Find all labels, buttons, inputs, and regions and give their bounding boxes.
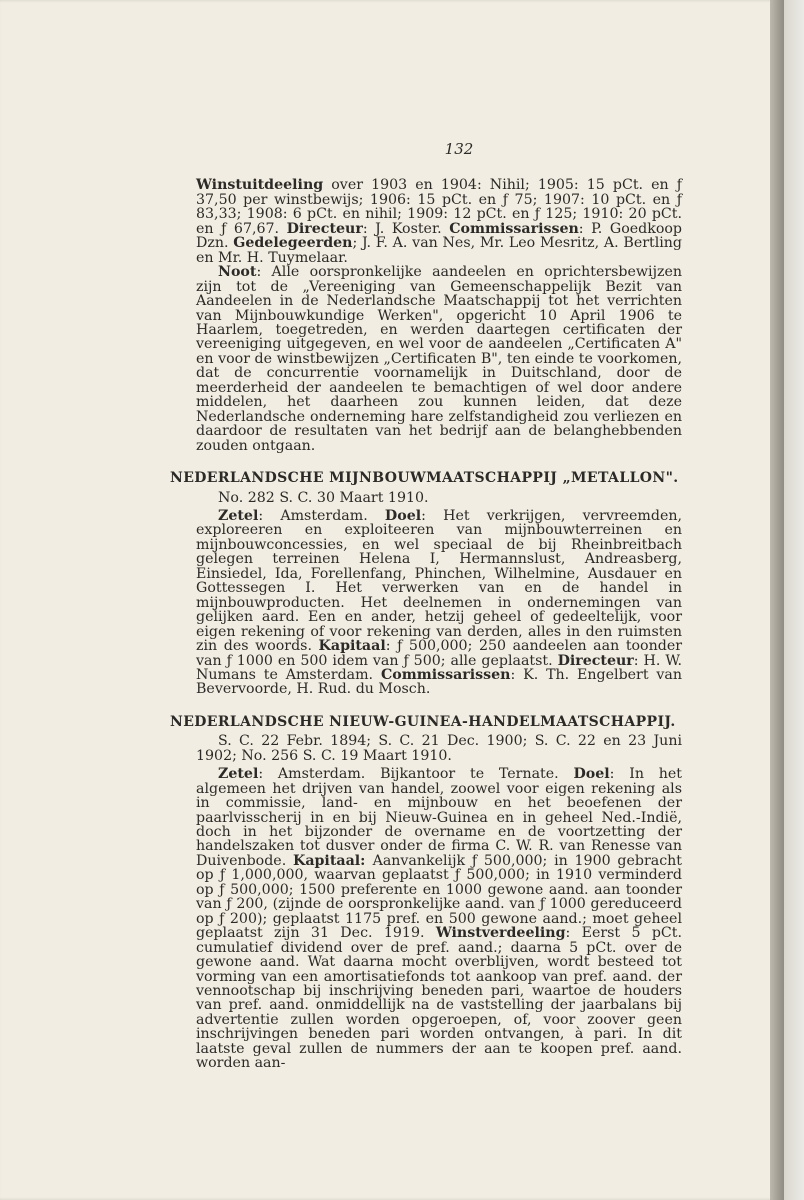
metallon-kapitaal-label: Kapitaal (318, 638, 386, 655)
guinea-heading: NEDERLANDSCHE NIEUW-GUINEA-HANDELMAATSCHAPPIJ. (170, 713, 676, 730)
metallon-doel-label: Doel (384, 507, 422, 524)
commissarissen-text: : P. Goedkoop Dzn. (196, 220, 682, 252)
metallon-directeur-text: : H. W. Numans te Amsterdam. (196, 652, 682, 683)
page-text (170, 140, 682, 1072)
directeur-text: : J. Koster. (362, 220, 450, 237)
noot-label: Noot (218, 264, 257, 281)
guinea-doel-text: : In het algemeen het drijven van handel, zoowel voor eigen rekening als in commissie, land- en mijnbouw en het beoefenen der paarlvisscherij in en bij Nieuw-Guinea en in geheel Ned.-Indië, doch in het bijzonder de overname en de voortzetting der handelszaken tot dusver onder de firma C. W. R. van Renesse van Duivenbode. (196, 766, 682, 869)
guinea-winst-text: : Eerst 5 pCt. cumulatief dividend over de pref. aand.; daarna 5 pCt. over de gewone aand. Wat daarna mocht overblijven, wordt besteed tot vorming van een amortisatiefonds tot aankoop van pref. aand. der vennootschap bij inschrijving beneden pari, waartoe de houders van pref. aand. onmiddellijk na de vaststelling der jaarbalans bij advertentie zullen worden opgeroepen, of, voor zoover geen inschrijvingen beneden pari worden ontvangen, à pari. In dit laatste geval zullen de nummers der aan te koopen pref. aand. worden aan- (196, 925, 682, 1072)
metallon-commissarissen-label: Commissarissen (380, 666, 511, 683)
guinea-paragraph (196, 767, 682, 1071)
metallon-directeur-label: Directeur (557, 652, 634, 669)
guinea-winst-label: Winstverdeeling (435, 925, 566, 942)
metallon-commissarissen-text: : K. Th. Engelbert van Bevervoorde, H. Rud. du Mosch. (196, 666, 682, 698)
guinea-doel-label: Doel (573, 766, 610, 783)
page-edge (784, 0, 804, 1200)
guinea-zetel-text: : Amsterdam. Bijkantoor te Ternate. (258, 766, 574, 783)
noot-text: : Alle oorspronkelijke aandeelen en oprichtersbewijzen zijn tot de „Vereeniging van Gemeenschappelijk Bezit van Aandeelen in de Nederlandsche Maatschappij tot het verrichten van Mijnbouwkundige Werken", opgericht 10 April 1906 te Haarlem, toegetreden, en werden daartegen certificaten der vereeniging uitgegeven, en wel voor de aandeelen „Certificaten A" en voor de winstbewijzen „Certificaten B", ten einde te voorkomen, dat de concurrentie voornamelijk in Duitschland, door de meerderheid der aandeelen te bemachtigen of wel door andere middelen, het daarheen zou kunnen leiden, dat deze Nederlandsche onderneming hare zelfstandigheid zou verliezen en daardoor de resultaten van het bedrijf aan de belanghebbenden zouden ontgaan. (196, 264, 682, 454)
winst-text: over 1903 en 1904: Nihil; 1905: 15 pCt. en ƒ 37,50 per winstbewijs; 1906: 15 pCt. en ƒ 75; 1907: 10 pCt. en ƒ 83,33; 1908: 6 pCt. en nihil; 1909: 12 pCt. en ƒ 125; 1910: 20 pCt. en ƒ 67,67. (196, 177, 682, 237)
gedelegeerden-label: Gedelegeerden (233, 235, 353, 252)
guinea-kapitaal-label: Aanvankelijk (372, 852, 466, 869)
directeur-label: Directeur (286, 220, 363, 237)
metallon-doel-text: : Het verkrijgen, vervreemden, exploreeren en exploiteeren van mijnbouwterreinen en mijnbouwconcessies, en wel speciaal de bij Rheinbreitbach gelegen terreinen Helena I, Hermannslust, Andreasberg, Einsiedel, Ida, Forellenfang, Phinchen, Wilhelmine, Ausdauer en Gottessegen I. Het verwerken van en de handel in mijnbouwproducten. Het deelnemen in ondernemingen van gelijken aard. Een en ander, hetzij geheel of gedeeltelijk, voor eigen rekening of voor rekening van derden, alles in den ruimsten zin des woords. (196, 507, 682, 655)
winst-label: Winstuitdeeling (196, 177, 324, 194)
winst-paragraph (196, 178, 682, 265)
guinea-kapitaal-prefix: Kapitaal: (292, 852, 373, 869)
metallon-zetel-label: Zetel (218, 507, 259, 524)
metallon-zetel-text: : Amsterdam. (258, 507, 385, 524)
metallon-paragraph (196, 509, 682, 697)
commissarissen-label: Commissarissen (449, 220, 579, 237)
page-number: 132 (444, 140, 474, 158)
page-gutter-shadow (770, 0, 784, 1200)
noot-paragraph (196, 265, 682, 453)
metallon-kapitaal-text: : ƒ 500,000; 250 aandeelen aan toonder van ƒ 1000 en 500 idem van ƒ 500; alle geplaatst. (196, 638, 682, 669)
metallon-sc-line: No. 282 S. C. 30 Maart 1910. (218, 489, 429, 506)
metallon-heading: NEDERLANDSCHE MIJNBOUWMAATSCHAPPIJ „METALLON". (170, 470, 679, 487)
guinea-kapitaal-text: ƒ 500,000; in 1900 gebracht op ƒ 1,000,000, waarvan geplaatst ƒ 500,000; in 1910 verminderd op ƒ 500,000; 1500 preferente en 1000 gewone aand. aan toonder van ƒ 200, (zijnde de oorspronkelijke aand. van ƒ 1000 gereduceerd op ƒ 200); geplaatst 1175 pref. en 500 gewone aand.; moet geheel geplaatst zijn 31 Dec. 1919. (196, 852, 682, 942)
guinea-zetel-label: Zetel (218, 766, 259, 783)
gedelegeerden-text: ; J. F. A. van Nes, Mr. Leo Mesritz, A. Bertling en Mr. H. Tuymelaar. (196, 235, 682, 266)
guinea-sc-line: S. C. 22 Febr. 1894; S. C. 21 Dec. 1900; S. C. 22 en 23 Juni 1902; No. 256 S. C. 19 Maart 1910. (196, 733, 682, 764)
